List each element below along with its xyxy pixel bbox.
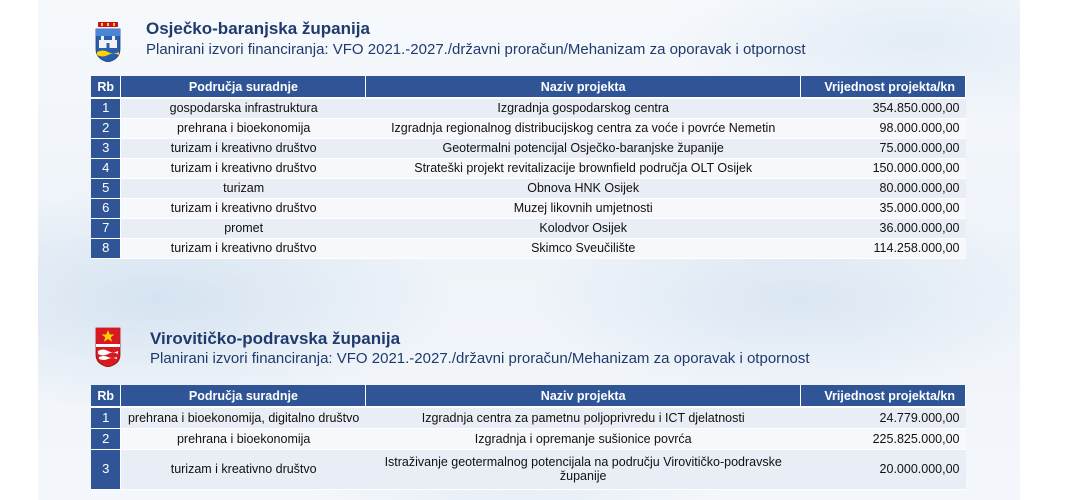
row-number: 4 [91,158,121,178]
project-value: 354.850.000,00 [801,98,966,118]
osijek-baranja-coat-of-arms-icon [95,22,121,62]
projects-table [91,76,966,259]
project-value: 114.258.000,00 [801,238,966,258]
project-value: 35.000.000,00 [801,198,966,218]
table-header-row [91,76,966,98]
table-row [91,158,966,178]
cooperation-area: turizam i kreativno društvo [121,449,366,489]
project-name: Izgradnja regionalnog distribucijskog centra za voće i povrće Nemetin [366,118,801,138]
row-number: 5 [91,178,121,198]
project-name: Geotermalni potencijal Osječko-baranjske županije [366,138,801,158]
virovitica-podravina-coat-of-arms-icon [95,327,121,367]
table-row [91,407,966,428]
column-header-area: Područja suradnje [121,76,366,98]
project-name: Izgradnja gospodarskog centra [366,98,801,118]
project-value: 80.000.000,00 [801,178,966,198]
county-title: Osječko-baranjska županija [146,19,370,38]
table-row [91,178,966,198]
project-name: Obnova HNK Osijek [366,178,801,198]
project-name: Izgradnja i opremanje sušionice povrća [366,428,801,449]
table-row [91,449,966,489]
county-title: Virovitičko-podravska županija [150,329,401,348]
table-row [91,138,966,158]
row-number: 8 [91,238,121,258]
funding-sources-subtitle: Planirani izvori financiranja: VFO 2021.-2027./državni proračun/Mehanizam za oporavak i otpornost [146,41,806,58]
project-name: Istraživanje geotermalnog potencijala na području Virovitičko-podravske županije [366,449,801,489]
table-row [91,238,966,258]
cooperation-area: promet [121,218,366,238]
row-number: 2 [91,118,121,138]
project-value: 36.000.000,00 [801,218,966,238]
table-row [91,218,966,238]
table-row [91,428,966,449]
column-header-name: Naziv projekta [366,385,801,407]
column-header-area: Područja suradnje [121,385,366,407]
column-header-value: Vrijednost projekta/kn [801,385,966,407]
row-number: 3 [91,449,121,489]
row-number: 2 [91,428,121,449]
funding-sources-subtitle: Planirani izvori financiranja: VFO 2021.-2027./državni proračun/Mehanizam za oporavak i otpornost [150,350,810,367]
project-name: Muzej likovnih umjetnosti [366,198,801,218]
project-name: Strateški projekt revitalizacije brownfield područja OLT Osijek [366,158,801,178]
project-value: 225.825.000,00 [801,428,966,449]
project-name: Kolodvor Osijek [366,218,801,238]
column-header-rb: Rb [91,76,121,98]
cooperation-area: turizam i kreativno društvo [121,138,366,158]
project-value: 150.000.000,00 [801,158,966,178]
cooperation-area: turizam i kreativno društvo [121,198,366,218]
column-header-name: Naziv projekta [366,76,801,98]
table-row [91,98,966,118]
row-number: 1 [91,98,121,118]
cooperation-area: turizam i kreativno društvo [121,238,366,258]
project-name: Skimco Sveučilište [366,238,801,258]
row-number: 7 [91,218,121,238]
row-number: 3 [91,138,121,158]
cooperation-area: prehrana i bioekonomija [121,428,366,449]
row-number: 6 [91,198,121,218]
column-header-value: Vrijednost projekta/kn [801,76,966,98]
table-row [91,198,966,218]
project-value: 75.000.000,00 [801,138,966,158]
table-row [91,118,966,138]
cooperation-area: prehrana i bioekonomija [121,118,366,138]
table-header-row [91,385,966,407]
column-header-rb: Rb [91,385,121,407]
projects-table [91,385,966,490]
project-value: 20.000.000,00 [801,449,966,489]
cooperation-area: turizam i kreativno društvo [121,158,366,178]
project-value: 24.779.000,00 [801,407,966,428]
cooperation-area: gospodarska infrastruktura [121,98,366,118]
row-number: 1 [91,407,121,428]
project-name: Izgradnja centra za pametnu poljoprivredu i ICT djelatnosti [366,407,801,428]
slide [38,0,1020,500]
project-value: 98.000.000,00 [801,118,966,138]
cooperation-area: prehrana i bioekonomija, digitalno društvo [121,407,366,428]
cooperation-area: turizam [121,178,366,198]
